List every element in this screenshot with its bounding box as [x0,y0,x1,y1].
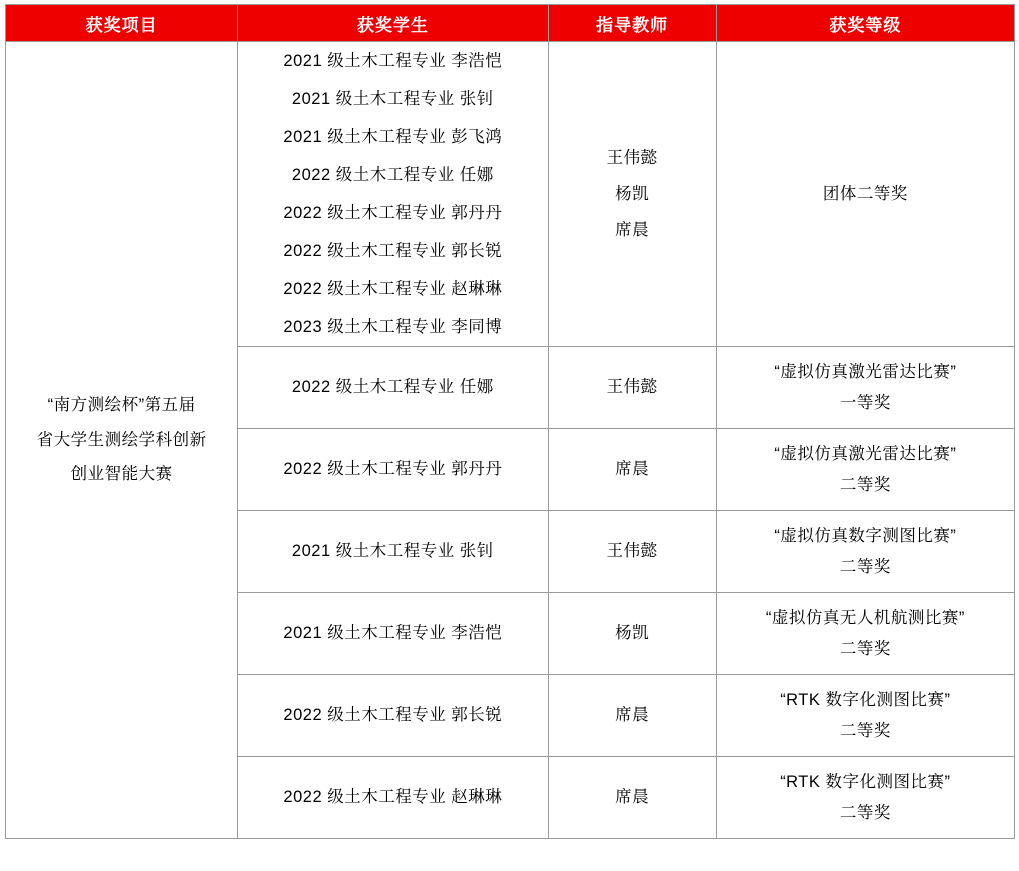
level-line: “虚拟仿真无人机航测比赛” [765,608,965,627]
column-header-teacher: 指导教师 [548,5,716,42]
teacher-line: 王伟懿 [606,148,658,167]
project-cell [6,42,238,839]
student-line: 2021 级土木工程专业 彭飞鸿 [283,128,503,146]
students-cell [238,42,548,347]
teacher-cell [548,757,716,839]
level-line: “虚拟仿真数字测图比赛” [774,526,957,545]
table-header [6,5,1015,42]
level-cell [716,511,1014,593]
level-line: 二等奖 [839,639,891,658]
teacher-line: 席晨 [615,221,650,240]
teacher-line: 杨凯 [615,624,650,643]
column-header-project: 获奖项目 [6,5,238,42]
table-header-row [6,5,1015,42]
teacher-cell [548,347,716,429]
teacher-cell [548,42,716,347]
student-line: 2022 级土木工程专业 任娜 [291,166,494,184]
level-line: 二等奖 [839,475,891,494]
student-line: 2021 级土木工程专业 李浩恺 [283,52,503,70]
table-body [6,42,1015,839]
level-line: “RTK 数字化测图比赛” [780,772,951,791]
project-line: 创业智能大赛 [70,465,173,484]
level-cell [716,593,1014,675]
teacher-cell [548,429,716,511]
students-cell [238,675,548,757]
students-cell [238,757,548,839]
students-cell [238,511,548,593]
student-line: 2022 级土木工程专业 赵琳琳 [283,788,503,807]
student-line: 2021 级土木工程专业 李浩恺 [283,624,503,643]
level-line: 二等奖 [839,721,891,740]
student-line: 2022 级土木工程专业 郭丹丹 [283,204,503,222]
students-cell [238,429,548,511]
level-line: 一等奖 [839,393,891,412]
level-cell [716,42,1014,347]
student-line: 2022 级土木工程专业 郭丹丹 [283,460,503,479]
student-line: 2022 级土木工程专业 郭长锐 [283,706,503,725]
student-line: 2022 级土木工程专业 郭长锐 [283,242,503,260]
level-line: 二等奖 [839,803,891,822]
level-line: 团体二等奖 [822,184,908,203]
teacher-cell [548,593,716,675]
teacher-line: 杨凯 [615,184,650,203]
level-line: 二等奖 [839,557,891,576]
teacher-line: 席晨 [615,706,650,725]
students-cell [238,593,548,675]
column-header-level: 获奖等级 [716,5,1014,42]
column-header-students: 获奖学生 [238,5,548,42]
award-table [5,4,1015,839]
student-line: 2022 级土木工程专业 任娜 [291,378,494,397]
level-cell [716,429,1014,511]
teacher-line: 席晨 [615,460,650,479]
teacher-cell [548,511,716,593]
level-cell [716,675,1014,757]
student-line: 2021 级土木工程专业 张钊 [291,542,494,561]
teacher-line: 王伟懿 [606,378,658,397]
level-cell [716,757,1014,839]
student-line: 2021 级土木工程专业 张钊 [291,90,494,108]
teacher-line: 王伟懿 [606,542,658,561]
students-cell [238,347,548,429]
level-line: “虚拟仿真激光雷达比赛” [774,444,957,463]
table-row [6,42,1015,347]
project-line: “南方测绘杯”第五届 [47,396,196,415]
teacher-cell [548,675,716,757]
student-line: 2022 级土木工程专业 赵琳琳 [283,280,503,298]
project-line: 省大学生测绘学科创新 [36,430,207,449]
student-line: 2023 级土木工程专业 李同博 [283,318,503,336]
level-line: “RTK 数字化测图比赛” [780,690,951,709]
teacher-line: 席晨 [615,788,650,807]
level-cell [716,347,1014,429]
level-line: “虚拟仿真激光雷达比赛” [774,362,957,381]
